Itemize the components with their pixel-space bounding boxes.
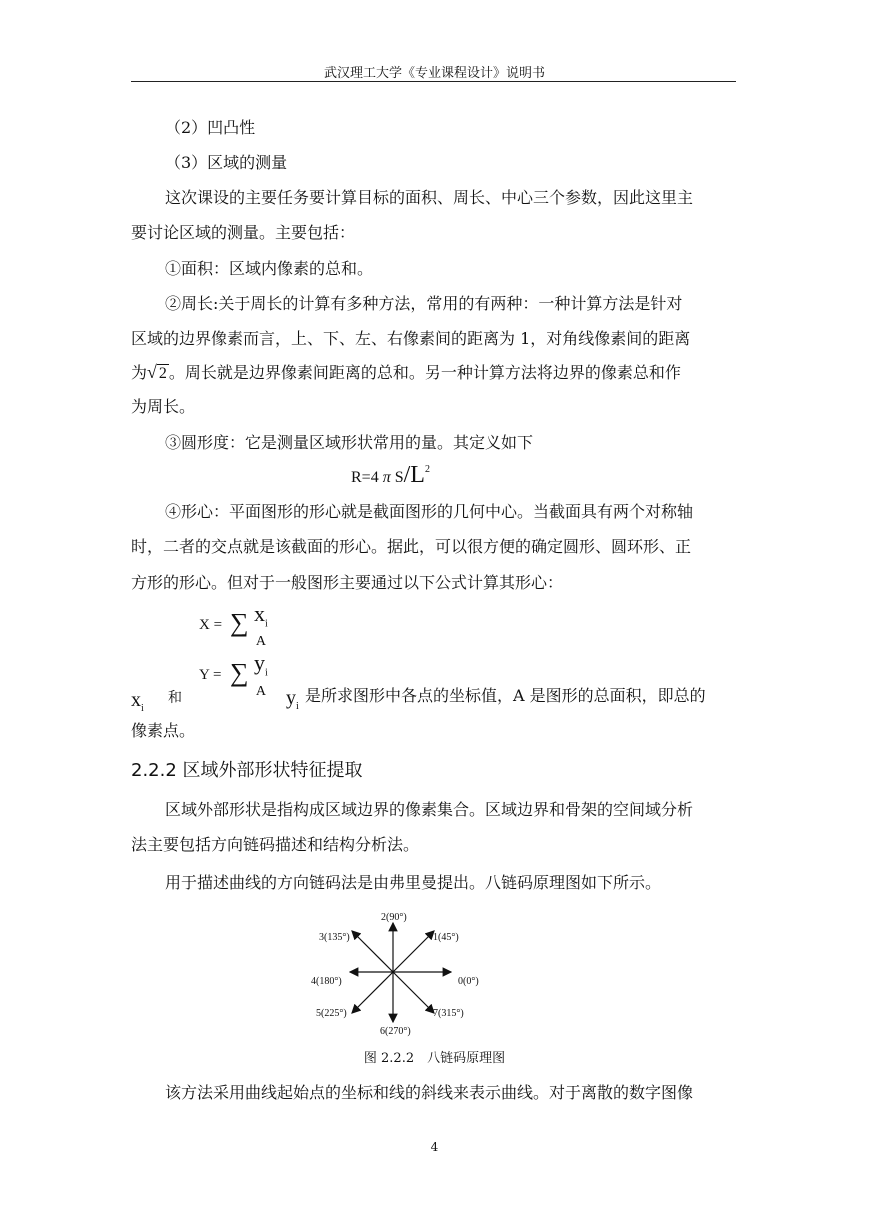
- item-centroid: ④形心：平面图形的形心就是截面图形的几何中心。当截面具有两个对称轴: [165, 502, 694, 521]
- paragraph-line: 用于描述曲线的方向链码法是由弗里曼提出。八链码原理图如下所示。: [165, 873, 662, 892]
- formula-x-numerator: x: [254, 601, 265, 626]
- item-area: ①面积：区域内像素的总和。: [165, 259, 374, 278]
- text-prefix: 为: [131, 363, 148, 382]
- header-rule: [131, 81, 736, 82]
- paragraph-line: 是所求图形中各点的坐标值，A 是图形的总面积，即总的: [305, 686, 706, 705]
- formula-circularity: [351, 462, 430, 489]
- section-heading: 2.2.2 区域外部形状特征提取: [131, 760, 363, 781]
- var-x: [131, 689, 144, 714]
- formula-l: L: [410, 462, 425, 488]
- arrow-3: [352, 931, 393, 972]
- paragraph-line: 要讨论区域的测量。主要包括：: [131, 223, 356, 242]
- formula-y-numerator: y: [254, 650, 265, 675]
- sum-icon: ∑: [230, 608, 249, 637]
- page-header: 武汉理工大学《专业课程设计》说明书: [323, 66, 545, 81]
- paragraph-line: 这次课设的主要任务要计算目标的面积、周长、中心三个参数，因此这里主: [165, 188, 694, 207]
- formula-lhs: R=4: [351, 469, 379, 486]
- sqrt-radicand: 2: [158, 365, 167, 382]
- paragraph-line: 区域外部形状是指构成区域边界的像素集合。区域边界和骨架的空间域分析: [165, 800, 694, 819]
- var-x-symbol: x: [131, 689, 141, 711]
- label-dir-7: 7(315°): [433, 1008, 464, 1019]
- label-dir-1: 1(45°): [433, 932, 459, 943]
- label-dir-2: 2(90°): [381, 912, 407, 923]
- formula-y-lhs: Y =: [199, 667, 222, 683]
- label-dir-6: 6(270°): [380, 1026, 411, 1037]
- paragraph-line: 法主要包括方向链码描述和结构分析法。: [131, 835, 420, 854]
- var-y-symbol: y: [286, 687, 296, 709]
- word-and: 和: [168, 690, 182, 706]
- arrow-5: [352, 972, 393, 1013]
- formula-s: S: [394, 469, 404, 486]
- formula-x-subscript: i: [265, 618, 268, 630]
- paragraph-line: 该方法采用曲线起始点的坐标和线的斜线来表示曲线。对于离散的数字图像: [165, 1083, 694, 1102]
- formula-y-denominator: A: [255, 684, 266, 700]
- page-number: 4: [430, 1140, 439, 1154]
- formula-y-fraction: [254, 652, 268, 700]
- formula-x-fraction: [254, 601, 268, 650]
- paragraph-line: 方形的形心。但对于一般图形主要通过以下公式计算其形心：: [131, 573, 564, 592]
- formula-pi: π: [382, 469, 391, 486]
- item-perimeter: ②周长:关于周长的计算有多种方法，常用的有两种：一种计算方法是针对: [165, 294, 683, 313]
- label-dir-4: 4(180°): [311, 976, 342, 987]
- paragraph-line: 区域的边界像素而言，上、下、左、右像素间的距离为 1，对角线像素间的距离: [131, 329, 691, 348]
- line-concavity: （2）凹凸性: [165, 118, 256, 137]
- var-x-subscript: i: [141, 703, 144, 714]
- item-circularity: ③圆形度：它是测量区域形状常用的量。其定义如下: [165, 433, 534, 452]
- label-dir-0: 0(0°): [458, 976, 479, 987]
- label-dir-5: 5(225°): [316, 1008, 347, 1019]
- var-y-subscript: i: [296, 701, 299, 712]
- line-region-measure: （3）区域的测量: [165, 153, 288, 172]
- formula-x-denominator: A: [255, 634, 266, 650]
- sum-icon: ∑: [230, 658, 249, 687]
- formula-slash: /: [403, 462, 411, 488]
- formula-y-subscript: i: [265, 667, 268, 679]
- formula-x-lhs: X =: [199, 617, 223, 633]
- formula-exponent: 2: [424, 463, 430, 475]
- text-suffix: 。周长就是边界像素间距离的总和。另一种计算方法将边界的像素总和作: [168, 363, 681, 382]
- label-dir-3: 3(135°): [319, 932, 350, 943]
- figure-caption: 图 2.2.2 八链码原理图: [363, 1051, 506, 1066]
- var-y: [286, 687, 299, 712]
- arrow-1: [393, 931, 434, 972]
- paragraph-line: 时，二者的交点就是该截面的形心。据此，可以很方便的确定圆形、圆环形、正: [131, 537, 692, 556]
- paragraph-line: 为周长。: [131, 397, 196, 416]
- chain-code-diagram: [300, 905, 500, 1040]
- paragraph-line: 像素点。: [131, 721, 196, 740]
- paragraph-line-sqrt: [131, 362, 681, 384]
- sqrt-symbol: √: [147, 362, 157, 382]
- arrow-7: [393, 972, 434, 1013]
